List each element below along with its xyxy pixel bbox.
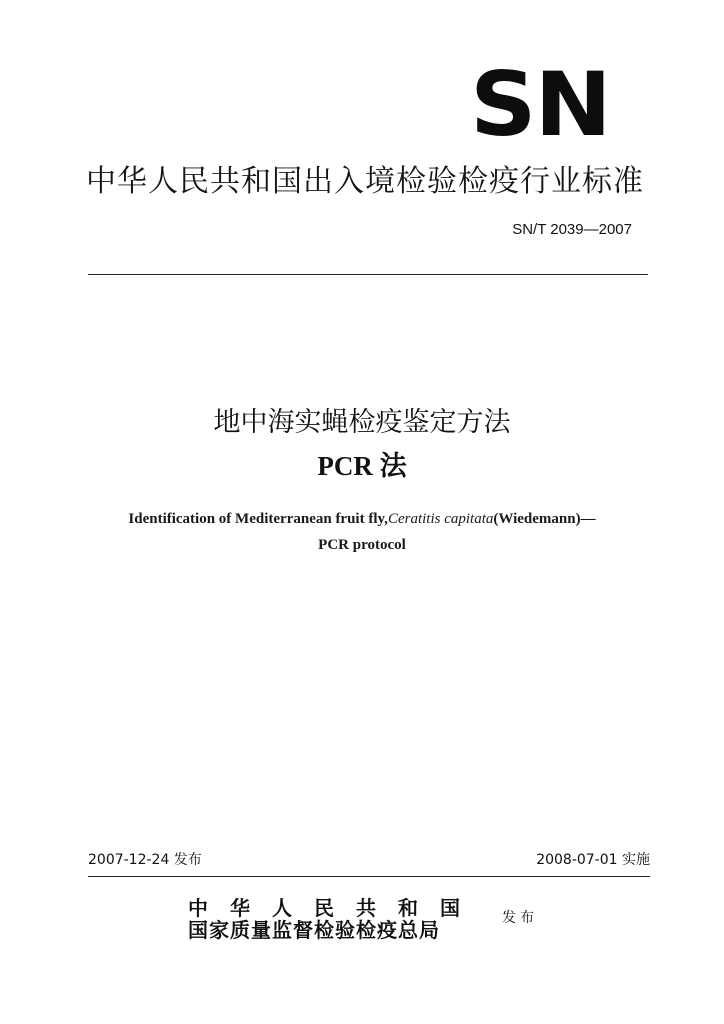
title-english-part2: (Wiedemann)— [493, 511, 596, 527]
implementation-date: 2008-07-01 实施 [536, 852, 650, 868]
title-english-species: Ceratitis capitata [387, 511, 494, 527]
title-english-subtitle: PCR protocol [318, 537, 406, 553]
bottom-divider [88, 876, 650, 877]
publish-label: 发布 [502, 910, 538, 926]
standard-number: SN/T 2039—2007 [512, 221, 632, 238]
issue-date: 2007-12-24 发布 [88, 852, 202, 868]
issuing-org-line2: 国家质量监督检验检疫总局 [188, 918, 440, 942]
title-chinese: 地中海实蝇检疫鉴定方法 [213, 407, 511, 438]
issuer-title: 中华人民共和国出入境检验检疫行业标准 [86, 164, 644, 199]
issuing-org-line1: 中华人民共和国 [188, 896, 482, 920]
sn-logo: SN [470, 53, 610, 156]
top-divider [88, 274, 648, 275]
title-english [0, 508, 724, 530]
title-chinese-subtitle: PCR 法 [317, 451, 407, 481]
title-english-part1: Identification of Mediterranean fruit fly, [128, 511, 388, 527]
